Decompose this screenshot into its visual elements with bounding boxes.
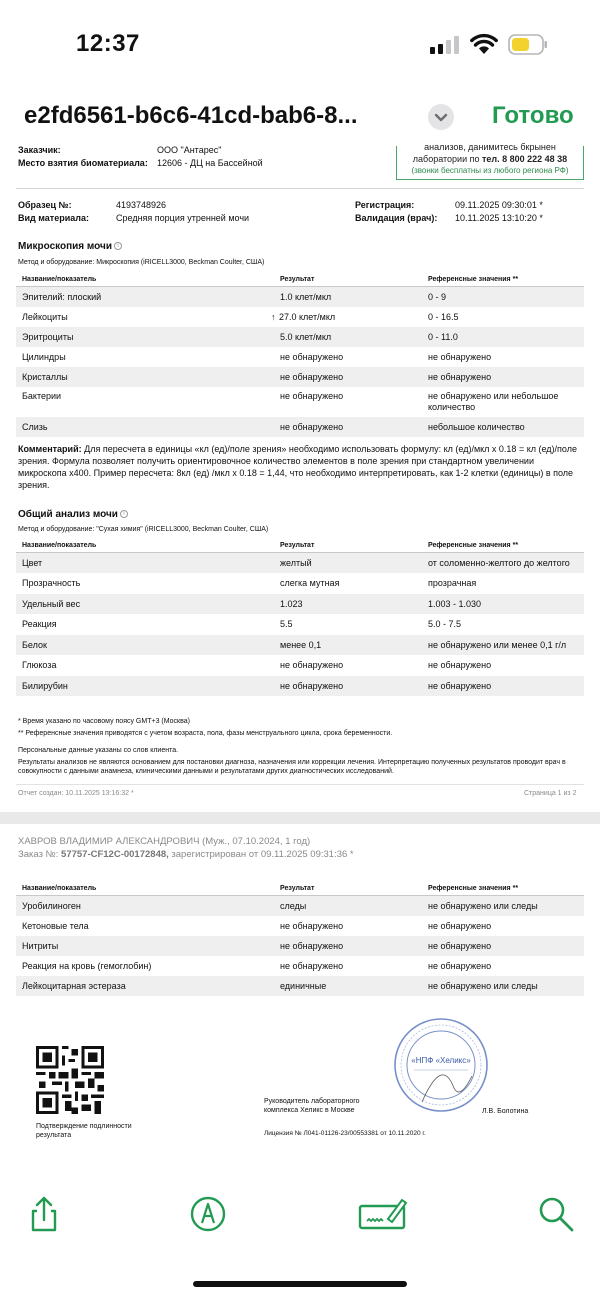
divider xyxy=(16,784,584,785)
report-page-2 xyxy=(0,824,600,1172)
col-name-header: Название/показатель xyxy=(16,882,274,896)
report-created: Отчет создан: 10.11.2025 13:16:32 * xyxy=(18,790,134,797)
table-header-row xyxy=(16,539,584,553)
lab-stamp xyxy=(392,1016,490,1114)
sample-no-value: 4193748926 xyxy=(116,200,167,210)
lab-head-title: Руководитель лабораторного комплекса Хеликс в Москве xyxy=(264,1098,360,1114)
microscopy-method: Метод и оборудование: Микроскопия (iRICELL3000, Beckman Coulter, США) xyxy=(18,259,265,266)
table-row xyxy=(16,655,584,676)
row-ref: 1.003 - 1.030 xyxy=(428,598,482,609)
row-result: желтый xyxy=(280,558,312,568)
row-ref: не обнаружено xyxy=(428,940,492,951)
clock: 12:37 xyxy=(76,30,140,57)
table-row xyxy=(16,347,584,367)
row-ref: от соломенно-желтого до желтого xyxy=(428,558,570,568)
comment-block xyxy=(18,443,584,491)
results-table-continued xyxy=(16,882,584,996)
material-value: Средняя порция утренней мочи xyxy=(116,213,250,223)
lab-contact-box xyxy=(396,142,584,180)
table-header-row xyxy=(16,273,584,287)
table-row xyxy=(16,976,584,996)
row-ref: не обнаружено xyxy=(428,351,492,362)
col-name-header: Название/показатель xyxy=(16,539,274,553)
row-result: 1.023 xyxy=(280,598,303,609)
wifi-icon xyxy=(470,33,498,55)
microscopy-table xyxy=(16,273,584,437)
patient-info: ХАВРОВ ВЛАДИМИР АЛЕКСАНДРОВИЧ (Муж., 07.10.2024, 1 год) xyxy=(18,836,311,847)
row-result: не обнаружено xyxy=(280,371,344,382)
validation-value: 10.11.2025 13:10:20 * xyxy=(455,213,543,223)
table-row xyxy=(16,307,584,327)
row-name: Бактерии xyxy=(22,390,62,401)
row-ref: не обнаружено или следы xyxy=(428,900,538,911)
table-row xyxy=(16,287,584,307)
table-row xyxy=(16,676,584,697)
table-row xyxy=(16,573,584,594)
table-row xyxy=(16,417,584,437)
table-row xyxy=(16,553,584,574)
col-result-header: Результат xyxy=(274,273,422,287)
page-number: Страница 1 из 2 xyxy=(524,790,577,797)
footnote-reference: ** Референсные значения приводятся с учетом возраста, пола, фазы менструального цикла, срока беременности. xyxy=(18,730,393,737)
row-ref: не обнаружено или небольшое количество xyxy=(428,390,559,412)
row-name: Лейкоцитарная эстераза xyxy=(22,980,126,991)
row-name: Цвет xyxy=(22,558,43,568)
document-header xyxy=(0,90,600,146)
row-result: 1.0 клет/мкл xyxy=(280,291,332,302)
row-result: не обнаружено xyxy=(280,920,344,931)
home-indicator[interactable] xyxy=(193,1281,407,1287)
table-header-row xyxy=(16,882,584,896)
footnote-time: * Время указано по часовому поясу GMT+3 (Москва) xyxy=(18,718,190,725)
col-result-header: Результат xyxy=(274,882,422,896)
material-label: Вид материала: xyxy=(18,213,89,223)
row-name: Лейкоциты xyxy=(22,311,68,322)
row-name: Эпителий: плоский xyxy=(22,291,102,302)
table-row xyxy=(16,916,584,936)
info-icon[interactable]: i xyxy=(114,242,122,250)
col-result-header: Результат xyxy=(274,539,422,553)
order-info xyxy=(18,849,354,860)
customer-label: Заказчик: xyxy=(18,145,61,155)
row-name: Билирубин xyxy=(22,680,68,691)
row-ref: 0 - 16.5 xyxy=(428,311,459,322)
registration-label: Регистрация: xyxy=(355,200,415,210)
row-name: Кетоновые тела xyxy=(22,920,89,931)
col-name-header: Название/показатель xyxy=(16,273,274,287)
table-row xyxy=(16,327,584,347)
row-ref: не обнаружено или менее 0,1 г/л xyxy=(428,639,567,650)
row-name: Нитриты xyxy=(22,940,59,951)
row-name: Прозрачность xyxy=(22,578,81,589)
table-row xyxy=(16,635,584,656)
search-icon[interactable] xyxy=(536,1194,576,1234)
row-ref: не обнаружено xyxy=(428,680,492,691)
col-ref-header: Референсные значения ** xyxy=(422,273,584,287)
row-ref: не обнаружено xyxy=(428,660,492,671)
qr-caption: Подтверждение подлинности результата xyxy=(36,1123,132,1139)
row-result: не обнаружено xyxy=(280,390,344,401)
row-result: не обнаружено xyxy=(280,660,344,671)
sample-place-value: 12606 - ДЦ на Бассейной xyxy=(157,158,263,168)
row-name: Реакция на кровь (гемоглобин) xyxy=(22,960,152,971)
validation-label: Валидация (врач): xyxy=(355,213,438,223)
row-name: Слизь xyxy=(22,421,48,432)
registration-value: 09.11.2025 09:30:01 * xyxy=(455,200,543,210)
row-ref: не обнаружено или следы xyxy=(428,980,538,991)
table-row xyxy=(16,936,584,956)
row-name: Реакция xyxy=(22,619,57,630)
status-bar xyxy=(0,0,600,90)
contact-line-1: анализов, данимитесь бкрынен xyxy=(424,142,556,152)
table-row xyxy=(16,367,584,387)
row-result: следы xyxy=(280,900,307,911)
license: Лицензия № Л041-01126-23/00553381 от 10.11.2020 г. xyxy=(264,1130,426,1137)
row-result-cell xyxy=(271,307,422,327)
report-page-1 xyxy=(0,142,600,812)
table-row xyxy=(16,594,584,615)
bottom-toolbar xyxy=(0,1172,600,1300)
row-ref: не обнаружено xyxy=(428,920,492,931)
order-number: 57757-CF12C-00172848, xyxy=(61,849,169,860)
microscopy-title-text: Микроскопия мочи xyxy=(18,241,112,252)
col-ref-header: Референсные значения ** xyxy=(422,539,584,553)
row-name: Уробилиноген xyxy=(22,900,81,911)
row-ref: 0 - 11.0 xyxy=(428,331,458,342)
table-row xyxy=(16,896,584,916)
footnote-personal-data: Персональные данные указаны со слов клиента. xyxy=(18,747,179,754)
row-result: не обнаружено xyxy=(280,351,344,362)
chevron-down-icon xyxy=(428,104,454,130)
share-icon[interactable] xyxy=(24,1194,64,1234)
battery-low-power-icon xyxy=(508,34,548,55)
row-result: менее 0,1 xyxy=(280,639,322,650)
row-result: не обнаружено xyxy=(280,421,344,432)
comment-label: Комментарий: xyxy=(18,444,82,454)
row-ref: 5.0 - 7.5 xyxy=(428,619,462,630)
sample-no-label: Образец №: xyxy=(18,200,72,210)
footnote-disclaimer: Результаты анализов не являются основанием для постановки диагноза, назначения или коррекции лечения. Интерпретацию полученных результатов проводит врач в совокупности с данными анамнеза, клиническими данными и результатами других диагностических исследований. xyxy=(18,759,566,775)
info-icon[interactable]: i xyxy=(120,510,128,518)
table-row xyxy=(16,387,584,417)
general-title-text: Общий анализ мочи xyxy=(18,509,118,520)
row-result: единичные xyxy=(280,980,327,991)
row-ref: 0 - 9 xyxy=(428,291,447,302)
general-method: Метод и оборудование: "Сухая химия" (iRICELL3000, Beckman Coulter, США) xyxy=(18,526,269,533)
sample-place-label: Место взятия биоматериала: xyxy=(18,158,148,168)
qr-code[interactable] xyxy=(36,1046,104,1114)
microscopy-section-title xyxy=(18,241,122,252)
row-result: 5.0 клет/мкл xyxy=(280,331,332,342)
row-result: не обнаружено xyxy=(280,940,344,951)
table-row xyxy=(16,956,584,976)
contact-line-2: лаборатории по xyxy=(412,154,482,164)
row-name: Цилиндры xyxy=(22,351,66,362)
markup-icon[interactable] xyxy=(188,1194,228,1234)
order-suffix: зарегистрирован от 09.11.2025 09:31:36 * xyxy=(168,849,354,860)
general-analysis-table xyxy=(16,539,584,696)
col-ref-header: Референсные значения ** xyxy=(422,882,584,896)
row-ref: не обнаружено xyxy=(428,371,492,382)
row-result: 5.5 xyxy=(280,619,293,630)
signature-icon[interactable] xyxy=(358,1194,408,1234)
contact-line-3: (звонки бесплатны из любого региона РФ) xyxy=(411,166,569,175)
customer-value: ООО "Антарес" xyxy=(157,145,222,155)
row-name: Эритроциты xyxy=(22,331,74,342)
divider xyxy=(16,188,584,189)
row-result: слегка мутная xyxy=(280,578,340,589)
row-result: не обнаружено xyxy=(280,960,344,971)
document-title[interactable]: e2fd6561-b6c6-41cd-bab6-8... xyxy=(24,102,358,129)
table-row xyxy=(16,614,584,635)
lab-phone[interactable]: тел. 8 800 222 48 38 xyxy=(482,154,568,164)
row-ref: небольшое количество xyxy=(428,421,525,432)
lab-head-name: Л.В. Болотина xyxy=(482,1108,529,1115)
row-result: 27.0 клет/мкл xyxy=(279,311,336,322)
cellular-signal-icon xyxy=(430,36,460,54)
row-result: не обнаружено xyxy=(280,680,344,691)
row-name: Кристаллы xyxy=(22,371,68,382)
row-ref: прозрачная xyxy=(428,578,477,589)
row-name: Белок xyxy=(22,639,47,650)
stamp-text: «НПФ «Хеликс» xyxy=(411,1056,471,1065)
row-name: Глюкоза xyxy=(22,660,57,671)
general-section-title xyxy=(18,509,128,520)
done-button[interactable]: Готово xyxy=(492,102,574,129)
comment-text: Для пересчета в единицы «кл (ед)/поле зрения» необходимо использовать формулу: кл (ед)/мкл х 0.18 = кл (ед)/поле зрения. Формула позволяет получить ориентировочное количество элементов в поле зрения при стандартном увеличении микроскопа х400. Пример пересчета: 8кл (ед) /мкл х 0.18 = 1,44, что необходимо интерпретировать, как 1-2 клетки (единицы) в поле зрения. xyxy=(18,444,577,490)
title-menu-button[interactable] xyxy=(428,104,454,130)
row-ref: не обнаружено xyxy=(428,960,492,971)
row-name: Удельный вес xyxy=(22,598,81,609)
order-prefix: Заказ №: xyxy=(18,849,62,860)
arrow-up-icon: ↑ xyxy=(271,311,276,322)
